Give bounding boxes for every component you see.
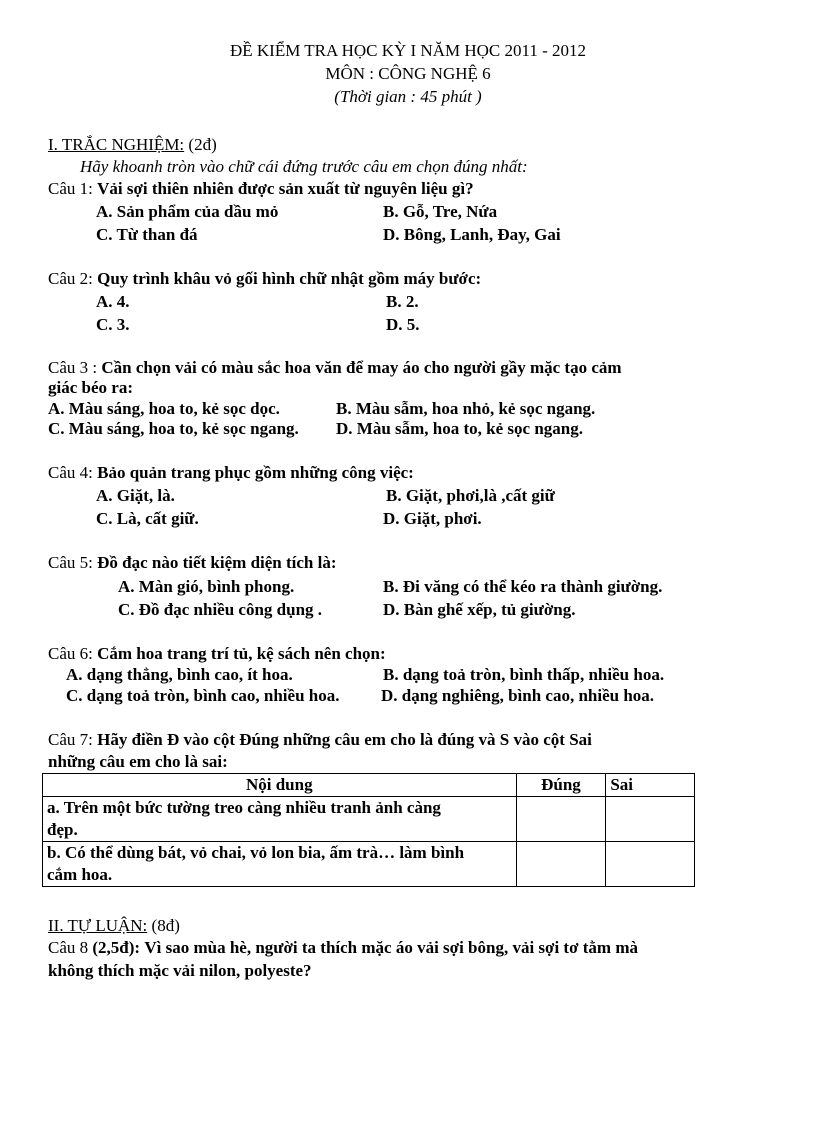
part2-points: (8đ) (151, 916, 180, 935)
row-a-line-1: a. Trên một bức tường treo càng nhiều tranh ảnh càng (47, 798, 441, 817)
q1-option-c: C. Từ than đá (96, 225, 198, 244)
row-a-content (43, 797, 517, 842)
question-2-text: Quy trình khâu vỏ gối hình chữ nhật gồm máy bước: (97, 269, 482, 288)
q1-option-d: D. Bông, Lanh, Đay, Gai (383, 225, 561, 244)
q3-option-a: A. Màu sáng, hoa to, kẻ sọc dọc. (48, 399, 280, 418)
row-b-true-cell[interactable] (516, 842, 606, 887)
col-true-header: Đúng (516, 774, 606, 797)
exam-title: ĐỀ KIỂM TRA HỌC KỲ I NĂM HỌC 2011 - 2012 (229, 41, 587, 60)
question-2-label: Câu 2: (48, 269, 93, 288)
col-content-header: Nội dung (43, 774, 517, 797)
q2-option-b: B. 2. (386, 292, 419, 311)
part2-heading: II. TỰ LUẬN: (48, 916, 148, 935)
question-6-text: Cắm hoa trang trí tủ, kệ sách nên chọn: (97, 644, 386, 663)
q5-option-a: A. Màn gió, bình phong. (118, 577, 295, 596)
row-b-line-2: cắm hoa. (47, 865, 113, 884)
question-8-text-2: không thích mặc vải nilon, polyeste? (48, 961, 312, 980)
table-row (43, 797, 695, 842)
question-8-points: (2,5đ): (92, 938, 141, 957)
question-8-text-1: Vì sao mùa hè, người ta thích mặc áo vải sợi bông, vải sợi tơ tằm mà (144, 938, 638, 957)
q1-option-b: B. Gỗ, Tre, Nứa (383, 202, 498, 221)
question-4-text: Bảo quản trang phục gồm những công việc: (97, 463, 414, 482)
q6-option-c: C. dạng toả tròn, bình cao, nhiều hoa. (66, 686, 340, 705)
row-b-line-1: b. Có thể dùng bát, vỏ chai, vỏ lon bia, ấm trà… làm bình (47, 843, 465, 862)
question-3-text-1: Cần chọn vải có màu sắc hoa văn để may áo cho người gầy mặc tạo cảm (101, 358, 622, 377)
q6-option-d: D. dạng nghiêng, bình cao, nhiều hoa. (381, 686, 655, 705)
question-1-label: Câu 1: (48, 179, 93, 198)
question-6 (48, 643, 386, 665)
q4-option-c: C. Là, cất giữ. (96, 509, 199, 528)
exam-subject: MÔN : CÔNG NGHỆ 6 (325, 64, 491, 83)
q6-option-b: B. dạng toả tròn, bình thấp, nhiều hoa. (383, 665, 665, 684)
question-2 (48, 268, 481, 290)
question-4 (48, 462, 414, 484)
question-3-text-2: giác béo ra: (48, 378, 133, 397)
question-7-text-2: những câu em cho là sai: (48, 752, 228, 771)
question-4-label: Câu 4: (48, 463, 93, 482)
row-b-false-cell[interactable] (606, 842, 695, 887)
row-a-true-cell[interactable] (516, 797, 606, 842)
q4-option-d: D. Giặt, phơi. (383, 509, 482, 528)
col-false-header: Sai (606, 774, 695, 797)
part1-instruction: Hãy khoanh tròn vào chữ cái đứng trước câu em chọn đúng nhất: (80, 157, 528, 176)
row-a-false-cell[interactable] (606, 797, 695, 842)
question-7-text-1: Hãy điền Đ vào cột Đúng những câu em cho là đúng và S vào cột Sai (97, 730, 592, 749)
part1-heading: I. TRẮC NGHIỆM: (48, 135, 185, 154)
q5-option-d: D. Bàn ghế xếp, tủ giường. (383, 600, 576, 619)
part1-points: (2đ) (188, 135, 217, 154)
exam-time: (Thời gian : 45 phút ) (334, 87, 482, 106)
question-3-label: Câu 3 : (48, 358, 98, 377)
question-5 (48, 552, 337, 574)
q5-option-c: C. Đồ đạc nhiều công dụng . (118, 600, 323, 619)
question-1 (48, 178, 474, 200)
q3-option-b: B. Màu sẫm, hoa nhỏ, kẻ sọc ngang. (336, 399, 596, 418)
question-3 (48, 357, 622, 379)
q4-option-a: A. Giặt, là. (96, 486, 175, 505)
true-false-table (42, 773, 695, 887)
question-8 (48, 937, 638, 959)
q1-option-a: A. Sản phẩm của dầu mỏ (96, 202, 279, 221)
q5-option-b: B. Đi văng có thể kéo ra thành giường. (383, 577, 663, 596)
row-a-line-2: đẹp. (47, 820, 78, 839)
question-7 (48, 729, 592, 751)
part2-heading-line (48, 915, 180, 937)
part1-heading-line (48, 134, 217, 156)
question-5-label: Câu 5: (48, 553, 93, 572)
row-b-content (43, 842, 517, 887)
question-1-text: Vải sợi thiên nhiên được sản xuất từ nguyên liệu gì? (97, 179, 474, 198)
question-5-text: Đồ đạc nào tiết kiệm diện tích là: (97, 553, 337, 572)
q2-option-d: D. 5. (386, 315, 420, 334)
table-row (43, 842, 695, 887)
q2-option-a: A. 4. (96, 292, 130, 311)
q2-option-c: C. 3. (96, 315, 130, 334)
q3-option-d: D. Màu sẫm, hoa to, kẻ sọc ngang. (336, 419, 583, 438)
q3-option-c: C. Màu sáng, hoa to, kẻ sọc ngang. (48, 419, 299, 438)
question-8-label: Câu 8 (48, 938, 89, 957)
q4-option-b: B. Giặt, phơi,là ,cất giữ (386, 486, 555, 505)
question-7-label: Câu 7: (48, 730, 93, 749)
table-header-row (43, 774, 695, 797)
q6-option-a: A. dạng thẳng, bình cao, ít hoa. (66, 665, 293, 684)
question-6-label: Câu 6: (48, 644, 93, 663)
